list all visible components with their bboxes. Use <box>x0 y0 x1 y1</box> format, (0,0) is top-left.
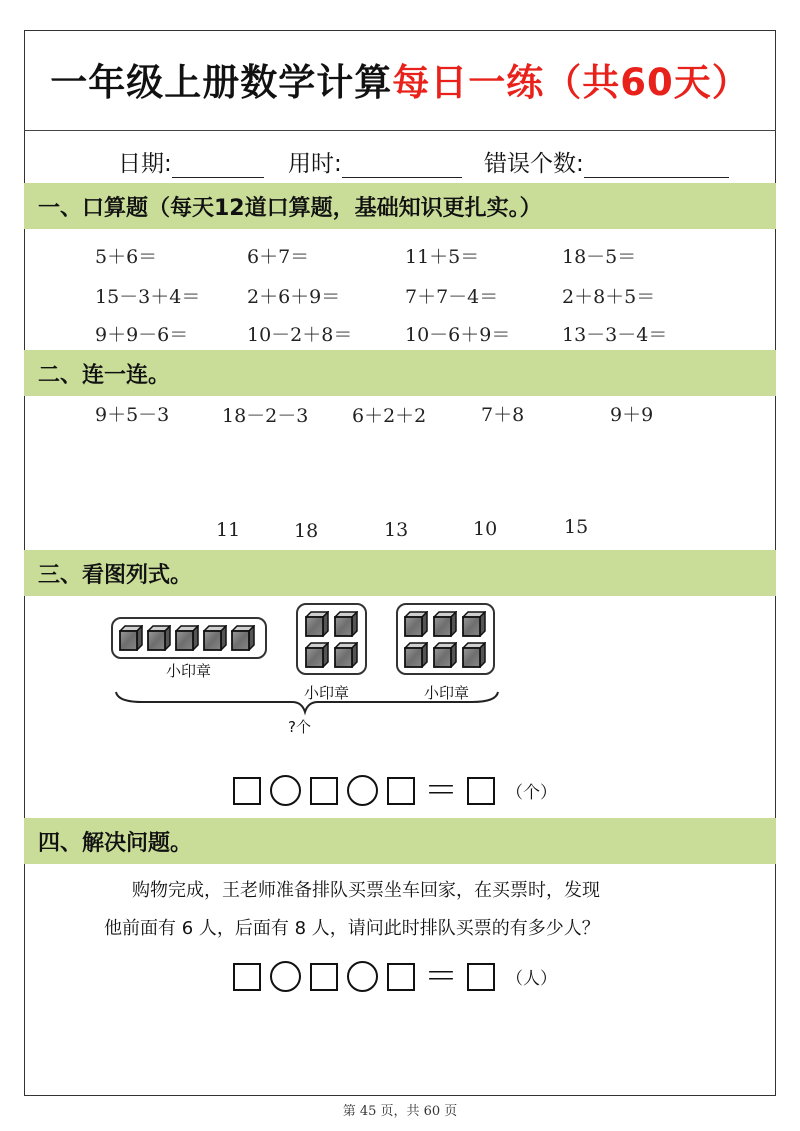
date-label: 日期: <box>118 151 172 177</box>
time-field[interactable] <box>288 145 462 178</box>
match-answer[interactable]: 13 <box>384 519 409 541</box>
stamp-cube-icon <box>433 642 457 668</box>
problem-text-line: 购物完成，王老师准备排队买票坐车回家，在买票时，发现 <box>132 880 600 901</box>
match-answer[interactable]: 15 <box>564 516 589 538</box>
section-header-oral <box>24 183 776 229</box>
date-blank[interactable] <box>172 153 264 178</box>
stamp-group-1 <box>111 617 267 659</box>
stamp-cube-icon <box>305 642 329 668</box>
page-number: 第 45 页，共 60 页 <box>342 1104 458 1119</box>
stamp-cube-icon <box>203 625 227 651</box>
title-main: 一年级上册数学计算 <box>50 61 393 104</box>
problem-text-line: 他前面有 6 人，后面有 8 人，请问此时排队买票的有多少人？ <box>104 918 600 939</box>
total-label: ?个 <box>288 718 311 736</box>
errors-field[interactable] <box>484 145 729 178</box>
date-field[interactable] <box>118 145 264 178</box>
oral-item: 5＋6＝ <box>95 246 158 268</box>
oral-item: 13－3－4＝ <box>562 324 668 346</box>
match-expression[interactable]: 6＋2＋2 <box>352 405 427 427</box>
stamp-cube-icon <box>404 611 428 637</box>
stamp-cube-icon <box>462 611 486 637</box>
section-title-match: 二、连一连。 <box>38 363 171 388</box>
info-row <box>24 131 776 183</box>
stamp-group-3 <box>396 603 495 675</box>
match-expression[interactable]: 9＋9 <box>610 404 654 426</box>
answer-box[interactable] <box>233 963 261 991</box>
operator-circle[interactable] <box>347 775 378 806</box>
stamp-cube-icon <box>433 611 457 637</box>
oral-item: 15－3＋4＝ <box>95 286 201 308</box>
errors-label: 错误个数: <box>484 151 584 177</box>
equals-sign: ＝ <box>424 770 458 811</box>
oral-item: 10－2＋8＝ <box>247 324 353 346</box>
equals-sign: ＝ <box>424 956 458 997</box>
section-header-picture <box>24 550 776 596</box>
time-label: 用时: <box>288 151 342 177</box>
stamp-cube-icon <box>404 642 428 668</box>
page-title <box>24 52 776 106</box>
answer-box[interactable] <box>387 963 415 991</box>
match-expression[interactable]: 18－2－3 <box>222 405 309 427</box>
time-blank[interactable] <box>342 153 462 178</box>
stamp-cube-icon <box>334 642 358 668</box>
answer-box[interactable] <box>387 777 415 805</box>
result-box[interactable] <box>467 777 495 805</box>
stamp-cube-icon <box>462 642 486 668</box>
operator-circle[interactable] <box>347 961 378 992</box>
picture-equation <box>233 770 557 811</box>
oral-item: 2＋6＋9＝ <box>247 286 341 308</box>
section-title-picture: 三、看图列式。 <box>38 563 193 588</box>
operator-circle[interactable] <box>270 961 301 992</box>
oral-item: 10－6＋9＝ <box>405 324 511 346</box>
result-box[interactable] <box>467 963 495 991</box>
section-title-oral: 一、口算题（每天12道口算题，基础知识更扎实。） <box>38 196 542 221</box>
stamp-label: 小印章 <box>304 684 350 702</box>
problem-equation <box>233 956 557 997</box>
stamp-label: 小印章 <box>424 684 470 702</box>
stamp-cube-icon <box>305 611 329 637</box>
match-answer[interactable]: 11 <box>216 519 241 541</box>
oral-item: 11＋5＝ <box>405 246 480 268</box>
total-brace <box>112 688 502 716</box>
stamp-cube-icon <box>334 611 358 637</box>
answer-box[interactable] <box>233 777 261 805</box>
match-expression[interactable]: 7＋8 <box>481 404 525 426</box>
oral-item: 6＋7＝ <box>247 246 310 268</box>
oral-item: 9＋9－6＝ <box>95 324 189 346</box>
title-highlight: 每日一练（共60天） <box>392 61 750 104</box>
oral-item: 18－5＝ <box>562 246 637 268</box>
operator-circle[interactable] <box>270 775 301 806</box>
match-answer[interactable]: 18 <box>294 520 319 542</box>
stamp-cube-icon <box>231 625 255 651</box>
stamp-cube-icon <box>119 625 143 651</box>
title-row <box>24 30 776 131</box>
stamp-cube-icon <box>147 625 171 651</box>
match-expression[interactable]: 9＋5－3 <box>95 404 170 426</box>
section-header-problem <box>24 818 776 864</box>
oral-item: 2＋8＋5＝ <box>562 286 656 308</box>
stamp-group-2 <box>296 603 367 675</box>
unit-label: （个） <box>506 783 557 803</box>
section-title-problem: 四、解决问题。 <box>38 831 193 856</box>
section-header-match <box>24 350 776 396</box>
answer-box[interactable] <box>310 777 338 805</box>
oral-item: 7＋7－4＝ <box>405 286 499 308</box>
stamp-cube-icon <box>175 625 199 651</box>
errors-blank[interactable] <box>584 153 729 178</box>
unit-label: （人） <box>506 969 557 989</box>
answer-box[interactable] <box>310 963 338 991</box>
match-answer[interactable]: 10 <box>473 518 498 540</box>
stamp-label: 小印章 <box>166 662 212 680</box>
